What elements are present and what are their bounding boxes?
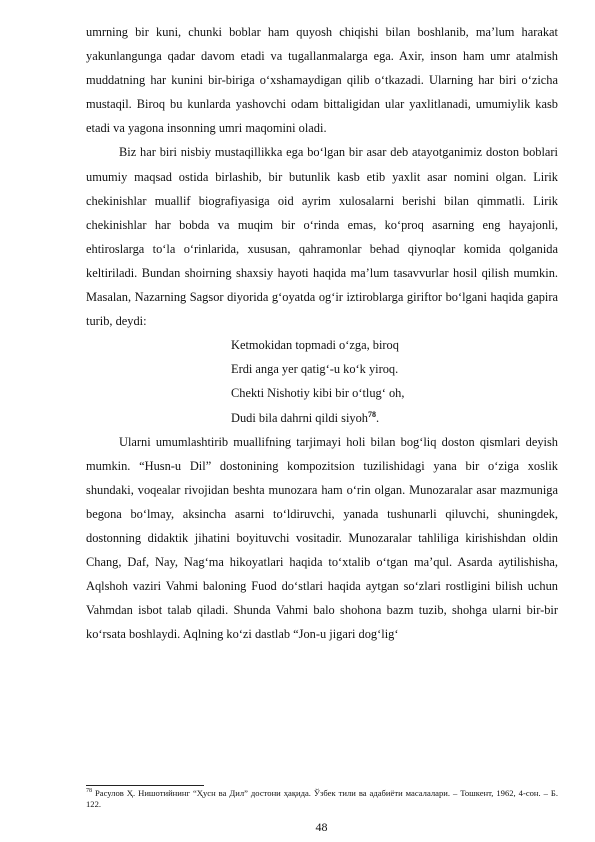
verse-line-3: Chekti Nishotiy kibi bir o‘tlug‘ oh, <box>231 386 405 401</box>
footnote <box>86 788 558 810</box>
page-body <box>86 20 558 646</box>
paragraph-3: Ularni umumlashtirib muallifning tarjimayi holi bilan bog‘liq doston qismlari deyish mumkin. “Husn-u Dil” dostonining kompozitsion tuzilishidagi yana bir o‘ziga xoslik shundaki, voqealar rivojidan beshta munozara ham o‘rin olgan. Munozaralar asar mazmuniga begona bo‘lmay, aksincha asarni to‘ldiruvchi, yanada tushunarli qiluvchi, shuningdek, dostonning didaktik jihatini boyituvchi vositadir. Munozaralar tahliliga kirishishdan oldin Chang, Daf, Nay, Nag‘ma hikoyatlari haqida to‘xtalib o‘tgan ma’qul. Asarda aytilishisha, Aqlshoh vaziri Vahmi baloning Fuod do‘stlari haqida aytgan so‘zlari rostligini bilish uchun Vahmdan isbot talab qiladi. Shunda Vahmi balo shohona bazm tuzib, shohga ularni bir-bir ko‘rsata boshlaydi. Aqlning ko‘zi dastlab “Jon-u jigari dog‘lig‘ <box>86 434 558 642</box>
verse-line-4-end: . <box>375 410 380 425</box>
verse-line-1: Ketmokidan topmadi o‘zga, biroq <box>231 338 399 353</box>
verse-line-4-text: Dudi bila dahrni qildi siyoh <box>231 410 368 425</box>
paragraph-1: umrning bir kuni, chunki boblar ham quyosh chiqishi bilan boshlanib, ma’lum harakat yakunlangunga qadar davom etadi va tugallanmalarga ega. Axir, inson ham umr atalmish muddatning har kunini bir-biriga o‘xshamaydigan qilib o‘tkazadi. Ularning har biri o‘zicha mustaqil. Biroq bu kunlarda yashovchi odam bittaligidan ular yaxlitlanadi, umumiylik kasb etadi va yagona insonning umri maqomini oladi. <box>86 25 558 136</box>
page-number: 48 <box>315 820 328 834</box>
verse-quote <box>231 333 558 429</box>
footnote-reference[interactable]: 78 <box>367 409 376 419</box>
verse-line-2: Erdi anga yer qatig‘-u ko‘k yiroq. <box>231 362 399 377</box>
footnote-number: 78 <box>86 788 92 795</box>
footnote-divider <box>86 785 204 786</box>
verse-line-4 <box>231 406 558 430</box>
footnote-text: Расулов Ҳ. Нишотийнинг “Ҳусн ва Дил” достони ҳақида. Ўзбек тили ва адабиёти масалалари. – Тошкент, 1962, 4-сон. – Б. 122. <box>86 788 558 809</box>
paragraph-2: Biz har biri nisbiy mustaqillikka ega bo‘lgan bir asar deb atayotganimiz doston boblari umumiy maqsad ostida birlashib, bir butunlik kasb etib yaxlit asar nomini olgan. Lirik chekinishlar muallif biografiyasiga oid ayrim xulosalarni berishi bilan qimmatli. Lirik chekinishlar har bobda va muqim bir o‘rinda emas, ko‘proq asarning eng hayajonli, ehtiroslarga to‘la o‘rinlarida, xususan, qahramonlar behad qiynoqlar komida qolganida keltiriladi. Bundan shoirning shaxsiy hayoti haqida ma’lum tasavvurlar hosil qilish mumkin. Masalan, Nazarning Sagsor diyorida g‘oyatda og‘ir iztiroblarga giriftor bo‘lgani haqida gapira turib, deydi: <box>86 145 558 329</box>
